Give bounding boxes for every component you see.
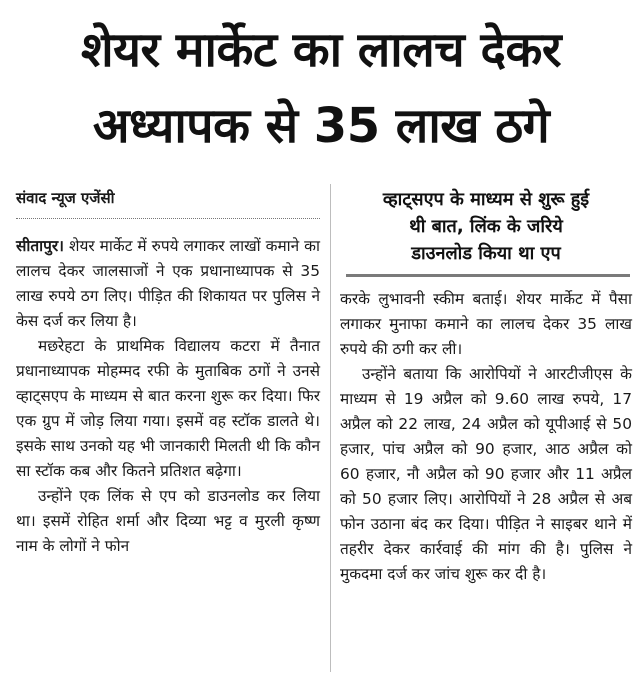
left-paragraph-2: मछरेहटा के प्राथमिक विद्यालय कटरा में तैनात प्रधानाध्यापक मोहम्मद रफी के मुताबिक ठगों ने उनसे व्हाट्सएप के माध्यम से बात करना शुरू कर दिया। फिर एक ग्रुप में जोड़ लिया गया। इसमें वह स्टॉक डालते थे। इसके साथ उनको यह भी जानकारी मिलती थी कि कौन सा स्टॉक कब और कितने प्रतिशत बढ़ेगा। bbox=[16, 337, 320, 480]
headline-line-2: अध्यापक से 35 लाख ठगे bbox=[92, 98, 550, 154]
right-column bbox=[340, 287, 632, 587]
subheading-rule bbox=[346, 274, 630, 277]
left-paragraph-1 bbox=[16, 234, 320, 334]
byline: संवाद न्यूज एजेंसी bbox=[16, 189, 115, 207]
subheading bbox=[340, 186, 632, 267]
subheading-line-1: व्हाट्सएप के माध्यम से शुरू हुई bbox=[382, 189, 590, 210]
left-column bbox=[16, 234, 320, 559]
left-paragraph-3: उन्होंने एक लिंक से एप को डाउनलोड कर लिया था। इसमें रोहित शर्मा और दिव्या भट्ट व मुरली कृष्ण नाम के लोगों ने फोन bbox=[16, 487, 320, 555]
right-paragraph-2: उन्होंने बताया कि आरोपियों ने आरटीजीएस के माध्यम से 19 अप्रैल को 9.60 लाख रुपये, 17 अप्रैल को 22 लाख, 24 अप्रैल को यूपीआई से 50 हजार, पांच अप्रैल को 90 हजार, आठ अप्रैल को 60 हजार, नौ अप्रैल को 90 हजार और 11 अप्रैल को 50 हजार लिए। आरोपियों ने 28 अप्रैल से अब फोन उठाना बंद कर दिया। पीड़ित ने साइबर थाने में तहरीर देकर कार्रवाई की मांग की है। पुलिस ने मुकदमा दर्ज कर जांच शुरू कर दी है। bbox=[340, 365, 632, 583]
column-divider bbox=[330, 184, 331, 672]
subheading-line-3: डाउनलोड किया था एप bbox=[411, 243, 561, 264]
byline-divider bbox=[16, 218, 320, 219]
headline-line-1: शेयर मार्केट का लालच देकर bbox=[81, 22, 561, 78]
dateline: सीतापुर। bbox=[16, 237, 65, 255]
left-paragraph-1-text: शेयर मार्केट में रुपये लगाकर लाखों कमाने का लालच देकर जालसाजों ने एक प्रधानाध्यापक से 35 लाख रुपये ठग लिए। पीड़ित की शिकायत पर पुलिस ने केस दर्ज कर लिया है। bbox=[16, 237, 320, 330]
right-paragraph-1: करके लुभावनी स्कीम बताई। शेयर मार्केट में पैसा लगाकर मुनाफा कमाने का लालच देकर 35 लाख रुपये की ठगी कर ली। bbox=[340, 290, 632, 358]
subheading-line-2: थी बात, लिंक के जरिये bbox=[409, 216, 563, 237]
